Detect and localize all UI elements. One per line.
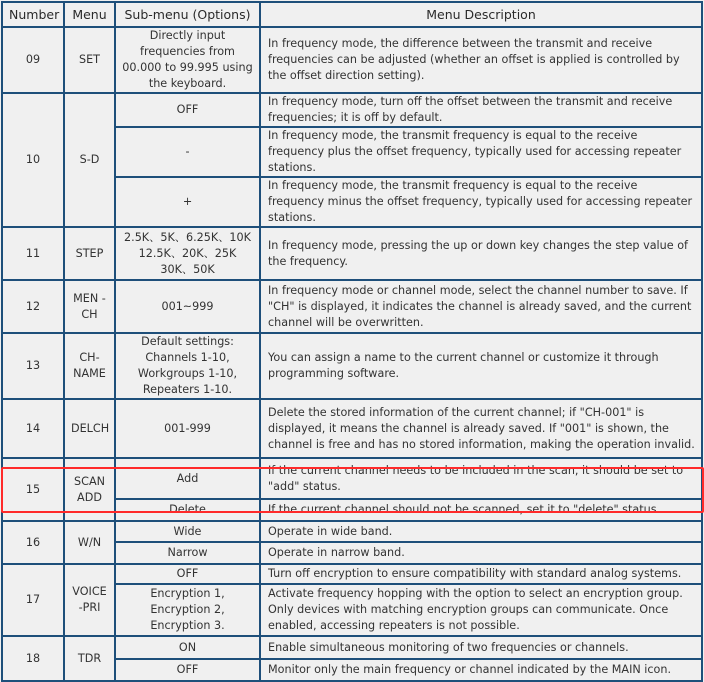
row-number: 10 <box>2 93 64 227</box>
row-option: Default settings: Channels 1-10, Workgroups 1-10, Repeaters 1-10. <box>115 333 260 399</box>
table-row <box>2 27 702 93</box>
row-description: Enable simultaneous monitoring of two frequencies or channels. <box>260 636 702 659</box>
row-menu: SCAN ADD <box>64 458 115 521</box>
row-option: Directly input frequencies from 00.000 to 99.995 using the keyboard. <box>115 27 260 93</box>
row-description: In frequency mode, pressing the up or down key changes the step value of the frequency. <box>260 227 702 280</box>
row-description: In frequency mode, the transmit frequency is equal to the receive frequency minus the offset frequency, typically used for accessing repeater stations. <box>260 177 702 227</box>
row-description: Activate frequency hopping with the option to select an encryption group. Only devices with matching encryption groups can communicate. Once enabled, accessing repeaters is not possible. <box>260 584 702 636</box>
table-row <box>2 399 702 458</box>
table-row <box>2 564 702 584</box>
table-row <box>2 227 702 280</box>
header-row <box>2 2 702 27</box>
row-description: In frequency mode, the difference between the transmit and receive frequencies can be adjusted (whether an offset is applied is controlled by the offset direction setting). <box>260 27 702 93</box>
row-option: - <box>115 127 260 177</box>
row-option: Narrow <box>115 542 260 564</box>
row-number: 17 <box>2 564 64 636</box>
row-menu: MEN -CH <box>64 280 115 333</box>
row-description: Turn off encryption to ensure compatibility with standard analog systems. <box>260 564 702 584</box>
row-menu: STEP <box>64 227 115 280</box>
row-option: ON <box>115 636 260 659</box>
row-number: 13 <box>2 333 64 399</box>
header-menu: Menu <box>64 2 115 27</box>
header-options: Sub-menu (Options) <box>115 2 260 27</box>
table-row <box>2 93 702 127</box>
table-row <box>2 458 702 499</box>
row-menu: TDR <box>64 636 115 681</box>
row-menu: DELCH <box>64 399 115 458</box>
row-option: OFF <box>115 564 260 584</box>
row-option: 001~999 <box>115 280 260 333</box>
row-description: You can assign a name to the current channel or customize it through programming software. <box>260 333 702 399</box>
row-description: Operate in wide band. <box>260 521 702 542</box>
row-number: 14 <box>2 399 64 458</box>
row-number: 12 <box>2 280 64 333</box>
row-description: Monitor only the main frequency or channel indicated by the MAIN icon. <box>260 659 702 681</box>
row-description: If the current channel needs to be included in the scan, it should be set to "add" status. <box>260 458 702 499</box>
row-option: + <box>115 177 260 227</box>
table-row-highlighted <box>2 521 702 542</box>
menu-table <box>1 1 703 682</box>
row-number: 18 <box>2 636 64 681</box>
row-menu: S-D <box>64 93 115 227</box>
table-row <box>2 333 702 399</box>
row-option: Wide <box>115 521 260 542</box>
table-row <box>2 636 702 659</box>
row-number: 09 <box>2 27 64 93</box>
row-option: Add <box>115 458 260 499</box>
row-number: 16 <box>2 521 64 564</box>
row-number: 15 <box>2 458 64 521</box>
row-number: 11 <box>2 227 64 280</box>
row-menu: CH- NAME <box>64 333 115 399</box>
row-menu: W/N <box>64 521 115 564</box>
row-option: 2.5K、5K、6.25K、10K 12.5K、20K、25K 30K、50K <box>115 227 260 280</box>
row-option: OFF <box>115 93 260 127</box>
table-row <box>2 280 702 333</box>
row-description: In frequency mode or channel mode, select the channel number to save. If "CH" is displayed, it indicates the channel is already saved, and the current channel will be overwritten. <box>260 280 702 333</box>
row-description: In frequency mode, turn off the offset between the transmit and receive frequencies; it is off by default. <box>260 93 702 127</box>
header-description: Menu Description <box>260 2 702 27</box>
row-description: In frequency mode, the transmit frequency is equal to the receive frequency plus the offset frequency, typically used for accessing repeater stations. <box>260 127 702 177</box>
row-menu: VOICE -PRI <box>64 564 115 636</box>
row-option: 001-999 <box>115 399 260 458</box>
header-number: Number <box>2 2 64 27</box>
row-option: Encryption 1, Encryption 2, Encryption 3. <box>115 584 260 636</box>
row-menu: SET <box>64 27 115 93</box>
row-description: Operate in narrow band. <box>260 542 702 564</box>
row-option: OFF <box>115 659 260 681</box>
row-description: If the current channel should not be scanned, set it to "delete" status. <box>260 499 702 521</box>
row-description: Delete the stored information of the current channel; if "CH-001" is displayed, it means the channel is already saved. If "001" is shown, the channel is free and has no stored information, making the operation invalid. <box>260 399 702 458</box>
row-option: Delete <box>115 499 260 521</box>
